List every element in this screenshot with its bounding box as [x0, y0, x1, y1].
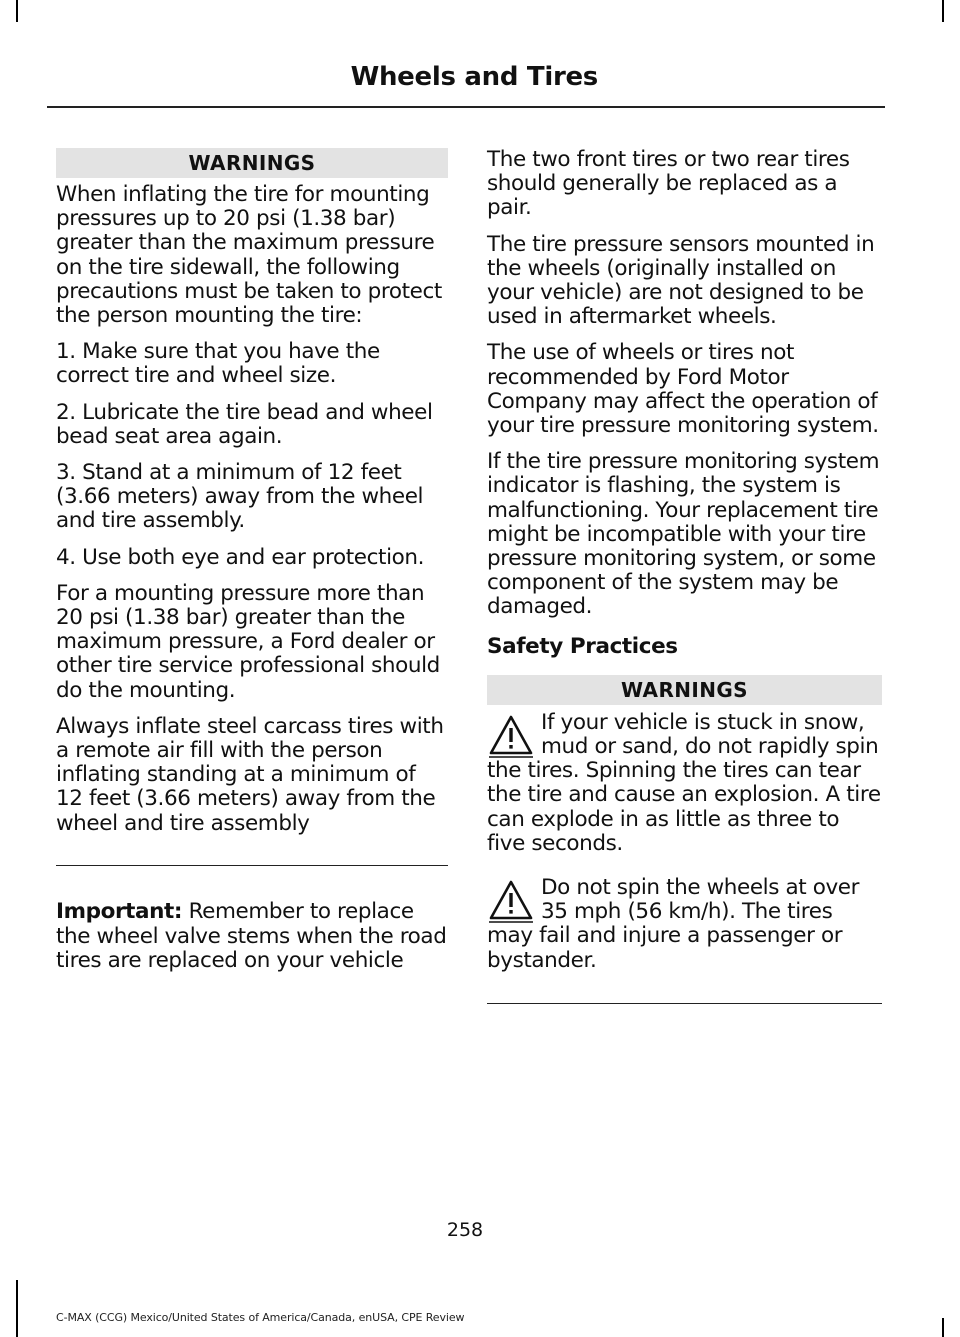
- warnings-header: WARNINGS: [56, 148, 448, 178]
- warning-item-spin-speed: [487, 876, 882, 973]
- important-text: Remember to replace the wheel valve stems when the road tires are replaced on your vehicle: [56, 899, 447, 973]
- indicator-flashing-text: If the tire pressure monitoring system indicator is flashing, the system is malfunctioning. Your replacement tire might be incompatible with your tire pressure monitoring system, or some component of the system may be damaged.: [487, 449, 880, 620]
- replace-pair-text: The two front tires or two rear tires should generally be replaced as a pair.: [487, 147, 850, 221]
- left-column: [56, 148, 448, 985]
- right-column: [487, 148, 882, 1004]
- footer-doc-info: C-MAX (CCG) Mexico/United States of America/Canada, enUSA, CPE Review: [56, 1311, 465, 1324]
- important-label: Important:: [56, 899, 183, 925]
- page-header-title: Wheels and Tires: [350, 62, 598, 92]
- warning-triangle-icon: [487, 713, 535, 759]
- crop-mark-top-right: [942, 0, 944, 22]
- warning-triangle-icon: [487, 878, 535, 924]
- crop-mark-bottom-right: [942, 1318, 944, 1337]
- step-3: 3. Stand at a minimum of 12 feet (3.66 meters) away from the wheel and tire assembly.: [56, 460, 424, 534]
- wheel-use-text: The use of wheels or tires not recommended by Ford Motor Company may affect the operation of your tire pressure monitoring system.: [487, 340, 879, 439]
- sensors-text: The tire pressure sensors mounted in the wheels (originally installed on your vehicle) are not designed to be used in aftermarket wheels.: [487, 231, 875, 330]
- page-number: 258: [446, 1219, 484, 1241]
- warning-intro-text: When inflating the tire for mounting pressures up to 20 psi (1.38 bar) greater than the maximum pressure on the tire sidewall, the following precautions must be taken to protect the person mounting the tire:: [56, 182, 442, 329]
- step-4: 4. Use both eye and ear protection.: [56, 544, 425, 570]
- step-1: 1. Make sure that you have the correct tire and wheel size.: [56, 339, 380, 389]
- safety-practices-heading: Safety Practices: [487, 633, 678, 659]
- warning-stuck-text: If your vehicle is stuck in snow, mud or sand, do not rapidly spin the tires. Spinning the tires can tear the tire and cause an explosion. A tire can explode in as little as three to five seconds.: [487, 709, 881, 856]
- crop-mark-top-left: [16, 0, 18, 22]
- step-2: 2. Lubricate the tire bead and wheel bead seat area again.: [56, 399, 433, 449]
- crop-mark-bottom-left: [16, 1280, 18, 1337]
- dealer-mounting-text: For a mounting pressure more than 20 psi (1.38 bar) greater than the maximum pressure, a Ford dealer or other tire service professional should do the mounting.: [56, 580, 440, 703]
- section-end-rule: [56, 865, 448, 867]
- section-end-rule: [487, 1003, 882, 1005]
- important-note: [56, 900, 448, 973]
- header-rule: [47, 106, 885, 108]
- warnings-header-safety: WARNINGS: [487, 675, 882, 705]
- warning-item-stuck: [487, 711, 882, 856]
- steel-carcass-text: Always inflate steel carcass tires with a remote air fill with the person inflating standing at a minimum of 12 feet (3.66 meters) away from the wheel and tire assembly: [56, 713, 444, 836]
- warning-spin-text: Do not spin the wheels at over 35 mph (56 km/h). The tires may fail and injure a passenger or bystander.: [487, 875, 860, 973]
